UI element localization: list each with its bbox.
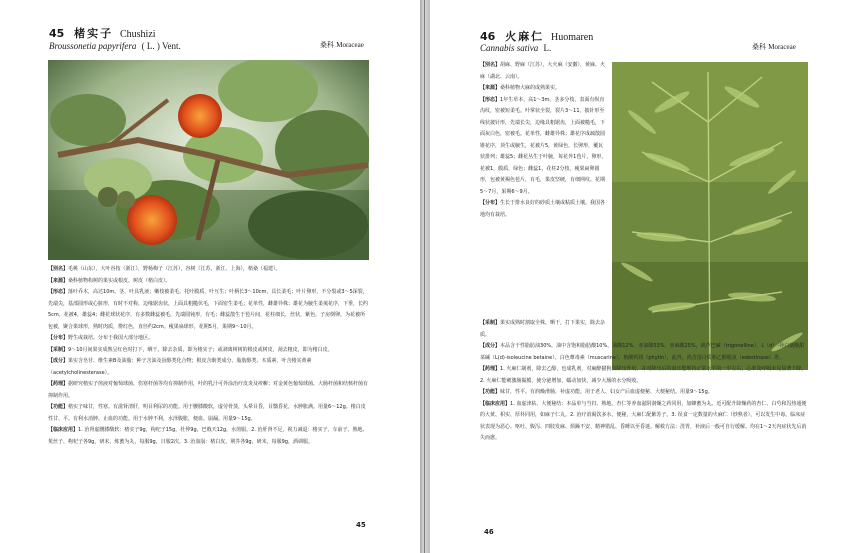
entry-chinese-name: 火麻仁 <box>505 30 545 43</box>
latin-name <box>49 41 181 51</box>
family-cn: 桑科 <box>320 41 334 49</box>
section-pharmacology: 【药理】1. 火麻仁制剂，除去乙醇，也成乳剂，对麻醉猫狗有降压作用，并对降压后的血压能维持正常水平的一半左右，心率及呼吸未见显著下降。2. 火麻仁能刺激肠黏膜，使分泌增加，蠕动加快，减少大肠的水分吸收。 <box>480 366 807 384</box>
section-distribution: 【分布】野生或栽培。分布于我国大部分地区。 <box>48 335 154 341</box>
section-function: 【功能】味甘，性平。有润燥滑肠，补虚功能。用于老人、妇女产后血虚便秘、大便秘结。用量9～15g。 <box>480 389 713 395</box>
entry-body-lower <box>480 318 808 445</box>
section-composition: 【成分】果实含皂苷、维生素B及油脂；种子含油及甾醇类化合物；根皮含酚类成分、脂肪醇类、木质素，叶含楮实黄素（acetylcholinesterase）。 <box>48 358 312 376</box>
entry-pinyin: Chushizi <box>120 29 156 40</box>
section-collection: 【采制】9～10月间果实成熟呈红色时打下，晒干，除去杂质，即为楮实子；或剥离树树的根皮或树皮，刮去粗皮，即为楮白皮。 <box>48 346 333 353</box>
section-distribution: 【分布】生长于排水良好的砂质土壤或粘质土壤。我国各地均有栽培。 <box>480 200 606 218</box>
family-latin: Moraceae <box>768 43 796 51</box>
section-source: 【来源】桑科植物构树的果实或根皮、树皮（楮白皮）。 <box>48 277 171 284</box>
entry-heading <box>49 25 156 41</box>
latin-author: ( L. ) Vent. <box>141 41 181 51</box>
section-morphology: 【形态】1年生草本，高1～3m。茎多分枝，表面有纵直沟纹，密被短柔毛。叶掌状全裂，裂片3～11，披针形至线状披针形，先端长尖，边缘具粗锯齿，上面被糙毛，下面灰白色，密被毛。花单性，雌雄异株；雄花序成疏散圆锥花序，顶生或腋生，花被片5，黄绿色，长卵形，覆瓦状排列；雄蕊5；雌花丛生于叶腋，每花外1苞片，卵形，花被1，膜质，绿色；雌蕊1，花柱2分枝，瘦果扁卵圆形，包被黄褐色苞片，有毛，果皮坚硬，有细网纹。花期5～7月，果期6～9月。 <box>480 96 607 195</box>
entry-chinese-name: 楮实子 <box>74 27 114 40</box>
section-clinical: 【临床应用】1. 血虚津枯、大便秘结：本品单与当归、熟地、杏仁等养血滋阴润燥之药同用，加蜂蜜为丸。近可配升降燥药的杏仁、白芍和泻热通便的大黄、枳实、厚朴同用，如麻子仁丸。2. 治疗消渴饮多水，便秘，大麻仁配紫苏子。3. 误食一定数量的火麻仁（炒熟者），可以发生中毒。临床症状表现为恶心、呕吐、腹泻、四肢发麻、烦躁不安、精神错乱、昏睡以至昏迷。解救方法：洗胃，补液后一般可自行缓解。均在1～2天内症状先后消失而愈。 <box>480 400 807 441</box>
entry-heading <box>480 28 593 44</box>
latin-name <box>480 43 551 53</box>
section-collection: 【采制】果实成熟时割取全株，晒干，打下果实，除去杂质。 <box>480 320 606 338</box>
section-composition: 【成分】本品含干性脂肪油30%，油中含饱和脂肪酸10%，油酸12%，亚油酸53%，亚麻酸25%，葫芦巴碱（trigonelline）、L（d）-异白氨酸甜菜碱（L(d)-isoleucine betaine）、白色蕈毒素（muscarine）、植酸钙镁（phytin），此外，尚含蛋白质和乙醇脱氢（edestinase）等。 <box>480 343 805 361</box>
family-latin: Moraceae <box>336 41 364 49</box>
section-morphology: 【形态】落叶乔木，高达10m。茎、叶具乳液；嫩枝被柔毛。托叶膜质，叶互生；叶柄长3～10cm，具长柔毛；叶片卵形，不分裂或3～5深裂，先端尖，基部圆形或心脏形，有时不对称，边缘锯齿状，上面具粗糙伏毛，下面密生柔毛；花单性，雌雄异株；雄花为腋生柔荑花序，下垂，长约5cm，花被4，雄蕊4；雌花球状花序，有多数雌蕊被毛，先端圆钝形，有毛；雌蕊散生于苞片间，花柱细长，丝状，紫色，子房倒卵，为花被所包被，聚合果球形，熟时肉质，橙红色，直径约2cm。瘦果扁球形，花期5月，果期9～10月。 <box>48 289 369 330</box>
section-clinical: 【临床应用】1. 治肾虚腰膝酸软：楮实子9g，枸杞子15g，杜仲9g，巴戟天12g，水煎服。2. 治肝肾不足，视力减退：楮实子、车前子、熟地、菟丝子、枸杞子各9g，研末，炼蜜为丸，每服9g，日服2次。3. 治血崩：楮白皮、荆芥各9g，研末，每服9g，酒调服。 <box>48 427 368 445</box>
section-alias: 【别名】毛桃（山东），大叶谷按（浙江），野杨梅子（江苏），谷树（江苏、浙江、上海），楮桑（福建）。 <box>48 266 281 272</box>
section-function: 【功能】楮实子味甘，性寒。有滋肾清肝，明目利尿的功能。用于腰膝酸软，虚劳骨蒸，头晕目昏，目翳昏花，水肿胀满。用量6～12g。楮白皮性甘、平。有利水消肿、止血的功能。用于水肿不利，水泽腹胀，便血、崩漏。用量9～15g。 <box>48 404 366 422</box>
left-page <box>0 0 420 553</box>
latin-species: Broussonetia papyrifera <box>49 41 137 51</box>
latin-author: L. <box>543 43 552 53</box>
entry-body-upper <box>480 60 607 221</box>
section-pharmacology: 【药理】据研究楮实子煎液对葡萄球菌、伤寒杆菌等均有抑制作用，叶的乳汁可外涂治疗皮炎及疥癣；对金黄色葡萄球菌、大肠杆菌和结核杆菌有抑制作用。 <box>48 381 369 399</box>
section-alias: 【别名】胡麻、野麻（江苏），大火麻（安徽），黄麻、火麻（湖北、云南）。 <box>480 62 606 80</box>
book-gutter <box>420 0 430 553</box>
entry-body <box>48 264 370 448</box>
family-label <box>320 40 364 50</box>
page-number: 45 <box>356 521 366 529</box>
family-label <box>752 42 796 52</box>
plant-photo-broussonetia <box>48 60 369 260</box>
family-cn: 桑科 <box>752 43 766 51</box>
section-source: 【来源】桑科植物大麻的成熟果实。 <box>480 85 561 91</box>
right-page <box>430 0 858 553</box>
page-number: 46 <box>484 528 494 536</box>
entry-number: 45 <box>49 27 65 40</box>
latin-species: Cannabis sativa <box>480 43 539 53</box>
entry-number: 46 <box>480 30 496 43</box>
entry-pinyin: Huomaren <box>551 32 594 43</box>
